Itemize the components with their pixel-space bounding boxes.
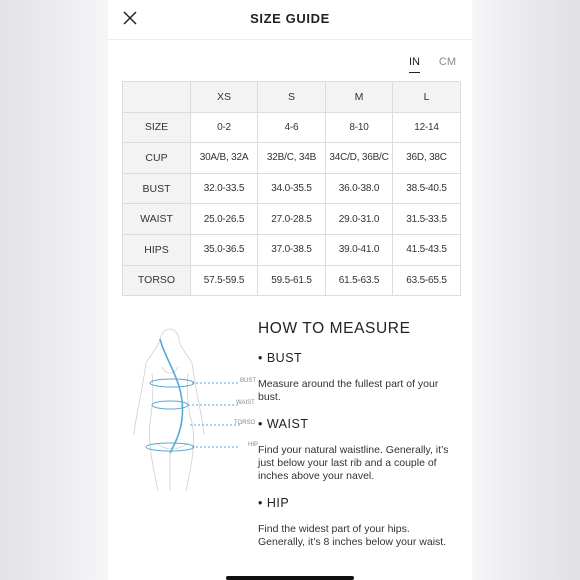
how-to-measure-section [258, 320, 458, 562]
table-cell: 59.5-61.5 [258, 265, 326, 296]
row-header: BUST [123, 173, 191, 204]
home-indicator [226, 576, 354, 580]
bust-heading: • BUST [258, 351, 303, 365]
row-header: SIZE [123, 112, 191, 143]
unit-inches-tab[interactable]: IN [409, 56, 420, 73]
table-cell: 4-6 [258, 112, 326, 143]
table-cell: 27.0-28.5 [258, 204, 326, 235]
background-left [0, 0, 108, 580]
bust-description: Measure around the fullest part of your bust. [258, 378, 439, 403]
row-header: CUP [123, 143, 191, 174]
table-row-waist [123, 204, 461, 235]
table-cell: 41.5-43.5 [393, 234, 461, 265]
table-cell: 12-14 [393, 112, 461, 143]
column-header-s: S [258, 82, 326, 113]
table-cell: 34.0-35.5 [258, 173, 326, 204]
table-cell: 36D, 38C [393, 143, 461, 174]
table-cell: 37.0-38.5 [258, 234, 326, 265]
body-measurement-figure [122, 323, 262, 493]
hip-heading: • HIP [258, 496, 290, 510]
table-cell: 35.0-36.5 [191, 234, 258, 265]
table-cell: 34C/D, 36B/C [326, 143, 393, 174]
waist-description: Find your natural waistline. Generally, it’s just below your last rib and a couple of inches above your navel. [258, 444, 449, 482]
section-title: HOW TO MEASURE [258, 320, 411, 337]
column-header-xs: XS [191, 82, 258, 113]
table-cell: 30A/B, 32A [191, 143, 258, 174]
row-header: WAIST [123, 204, 191, 235]
row-header: HIPS [123, 234, 191, 265]
waist-heading: • WAIST [258, 417, 309, 431]
column-header-l: L [393, 82, 461, 113]
table-row-size [123, 112, 461, 143]
table-cell: 38.5-40.5 [393, 173, 461, 204]
figure-label-waist: WAIST [236, 400, 255, 406]
background-right [472, 0, 580, 580]
size-guide-panel [108, 0, 472, 580]
table-cell: 61.5-63.5 [326, 265, 393, 296]
page-title: SIZE GUIDE [250, 11, 330, 26]
table-cell: 25.0-26.5 [191, 204, 258, 235]
figure-label-hip: HIP [248, 442, 259, 448]
table-cell: 39.0-41.0 [326, 234, 393, 265]
figure-label-torso: TORSO [234, 420, 256, 426]
table-cell: 8-10 [326, 112, 393, 143]
table-cell: 32.0-33.5 [191, 173, 258, 204]
header [108, 0, 472, 40]
table-cell: 36.0-38.0 [326, 173, 393, 204]
table-cell: 31.5-33.5 [393, 204, 461, 235]
table-cell: 0-2 [191, 112, 258, 143]
table-cell: 29.0-31.0 [326, 204, 393, 235]
unit-cm-tab[interactable]: CM [438, 56, 456, 68]
size-table [122, 81, 461, 296]
table-cell: 57.5-59.5 [191, 265, 258, 296]
table-corner [123, 82, 191, 113]
table-row-cup [123, 143, 461, 174]
hip-description: Find the widest part of your hips. Generally, it’s 8 inches below your waist. [258, 523, 447, 548]
table-row-bust [123, 173, 461, 204]
table-row-torso [123, 265, 461, 296]
table-cell: 63.5-65.5 [393, 265, 461, 296]
table-row-hips [123, 234, 461, 265]
figure-label-bust: BUST [240, 378, 257, 384]
column-header-m: M [326, 82, 393, 113]
table-cell: 32B/C, 34B [258, 143, 326, 174]
row-header: TORSO [123, 265, 191, 296]
